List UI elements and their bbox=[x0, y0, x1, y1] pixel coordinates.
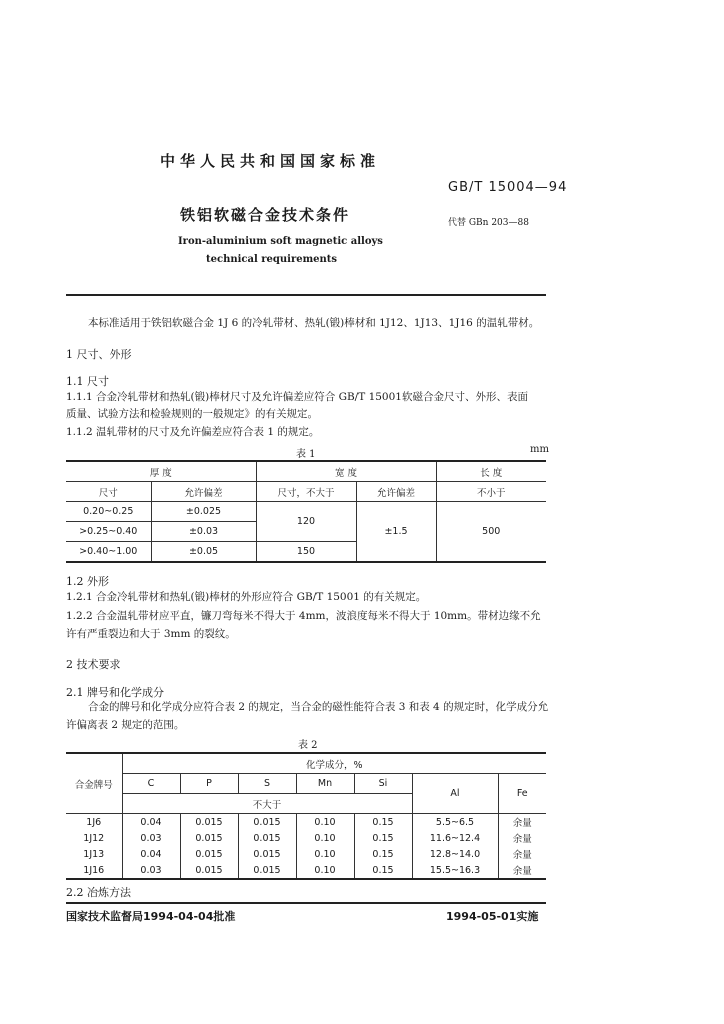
table1-header-thickness: 厚 度 bbox=[66, 461, 256, 482]
table2-col-c: C bbox=[122, 774, 180, 794]
table1-sub-width-size: 尺寸，不大于 bbox=[256, 482, 356, 502]
section-1-1-2: 1.1.2 温轧带材的尺寸及允许偏差应符合表 1 的规定。 bbox=[66, 426, 320, 438]
table2-cell: 0.015 bbox=[180, 830, 238, 846]
table2-cell: 余量 bbox=[512, 818, 532, 829]
table-row bbox=[66, 830, 546, 846]
table1-cell: >0.25~0.40 bbox=[66, 522, 151, 542]
table2-cell: 0.10 bbox=[296, 814, 354, 831]
english-title-line1: Iron-aluminium soft magnetic alloys bbox=[178, 236, 383, 247]
implementation-date: 1994-05-01实施 bbox=[446, 910, 539, 923]
table1-cell: ±0.05 bbox=[151, 542, 256, 563]
table2-cell: 0.015 bbox=[238, 846, 296, 862]
table1-sub-size: 尺寸 bbox=[66, 482, 151, 502]
table2-cell: 0.015 bbox=[238, 830, 296, 846]
scope-paragraph: 本标准适用于铁铝软磁合金 1J 6 的冷轧带材、热轧(锻)棒材和 1J12、1J13、1J16 的温轧带材。 bbox=[88, 317, 540, 329]
table2-cell: 0.015 bbox=[180, 814, 238, 831]
header-rule bbox=[66, 294, 546, 296]
table2-cell: 0.015 bbox=[180, 862, 238, 879]
section-1-2-2-line1: 1.2.2 合金温轧带材应平直，镰刀弯每米不得大于 4mm，波浪度每米不得大于 10mm。带材边缘不允 bbox=[66, 610, 541, 622]
table-row bbox=[66, 862, 546, 879]
table2-cell: 0.10 bbox=[296, 830, 354, 846]
table1-cell: 0.20~0.25 bbox=[66, 502, 151, 522]
replaces-note: 代替 GBn 203—88 bbox=[448, 218, 529, 228]
section-1-1-1-line2: 质量、试验方法和检验规则的一般规定》的有关规定。 bbox=[66, 408, 318, 420]
table2-col-si: Si bbox=[354, 774, 412, 794]
table1-header-width: 宽 度 bbox=[256, 461, 436, 482]
table2-cell: 0.04 bbox=[122, 846, 180, 862]
table2-col-p: P bbox=[180, 774, 238, 794]
table2-cell: 余量 bbox=[512, 850, 532, 861]
table-1 bbox=[66, 460, 546, 563]
table1-cell: 120 bbox=[256, 502, 356, 542]
table1-caption: 表 1 bbox=[296, 449, 316, 460]
table2-header-composition: 化学成分，% bbox=[122, 753, 546, 774]
table2-caption: 表 2 bbox=[298, 740, 318, 751]
section-1-2-2-line2: 许有严重裂边和大于 3mm 的裂纹。 bbox=[66, 628, 236, 640]
section-1-2-1: 1.2.1 合金冷轧带材和热轧(锻)棒材的外形应符合 GB/T 15001 的有关规定。 bbox=[66, 591, 427, 603]
table-row bbox=[66, 846, 546, 862]
table-row bbox=[66, 502, 546, 522]
table2-cell: 0.03 bbox=[122, 830, 180, 846]
table2-cell: 余量 bbox=[512, 834, 532, 845]
table1-header-length: 长 度 bbox=[480, 467, 503, 479]
table1-cell: 150 bbox=[256, 542, 356, 563]
table2-cell: 0.15 bbox=[354, 862, 412, 879]
table2-header-grade: 合金牌号 bbox=[66, 753, 122, 814]
approval-note: 国家技术监督局1994-04-04批准 bbox=[66, 910, 236, 923]
table2-cell: 0.10 bbox=[296, 846, 354, 862]
table2-cell: 1J6 bbox=[66, 814, 122, 831]
table-row bbox=[66, 774, 546, 794]
table2-cell: 5.5~6.5 bbox=[412, 814, 498, 831]
table2-cell: 余量 bbox=[512, 866, 532, 877]
section-2-heading: 2 技术要求 bbox=[66, 658, 121, 671]
table2-col-s: S bbox=[238, 774, 296, 794]
table1-cell: ±0.03 bbox=[151, 522, 256, 542]
standard-org: 中华人民共和国国家标准 bbox=[160, 152, 381, 170]
english-title-line2: technical requirements bbox=[206, 254, 338, 265]
table-row bbox=[66, 814, 546, 831]
footer-rule bbox=[66, 902, 546, 904]
table2-col-mn: Mn bbox=[296, 774, 354, 794]
table-2 bbox=[66, 752, 546, 880]
table2-cell: 1J12 bbox=[66, 830, 122, 846]
section-1-1-heading: 1.1 尺寸 bbox=[66, 375, 109, 388]
section-2-2-heading: 2.2 冶炼方法 bbox=[66, 886, 131, 899]
table2-cell: 0.03 bbox=[122, 862, 180, 879]
table2-cell: 0.15 bbox=[354, 814, 412, 831]
table2-cell: 0.15 bbox=[354, 830, 412, 846]
table2-cell: 11.6~12.4 bbox=[412, 830, 498, 846]
table1-sub-width-tolerance: 允许偏差 bbox=[356, 482, 436, 502]
section-2-1-line1: 合金的牌号和化学成分应符合表 2 的规定，当合金的磁性能符合表 3 和表 4 的规定时，化学成分允 bbox=[88, 701, 549, 713]
section-1-1-1-line1: 1.1.1 合金冷轧带材和热轧(锻)棒材尺寸及允许偏差应符合 GB/T 15001软磁合金尺寸、外形、表面 bbox=[66, 391, 528, 403]
document-title: 铁铝软磁合金技术条件 bbox=[180, 206, 351, 224]
section-1-2-heading: 1.2 外形 bbox=[66, 575, 109, 588]
table2-col-al: Al bbox=[412, 774, 498, 814]
table2-cell: 0.015 bbox=[238, 814, 296, 831]
table1-sub-tolerance: 允许偏差 bbox=[151, 482, 256, 502]
table2-col-fe: Fe bbox=[516, 788, 528, 799]
table1-sub-length: 不小于 bbox=[476, 487, 506, 499]
table2-cell: 1J16 bbox=[66, 862, 122, 879]
table1-cell: >0.40~1.00 bbox=[66, 542, 151, 563]
table-row bbox=[66, 753, 546, 774]
table2-cell: 0.10 bbox=[296, 862, 354, 879]
table2-not-more: 不大于 bbox=[122, 794, 412, 814]
section-2-1-heading: 2.1 牌号和化学成分 bbox=[66, 686, 164, 699]
table-row bbox=[66, 482, 546, 502]
table2-cell: 1J13 bbox=[66, 846, 122, 862]
table2-cell: 0.15 bbox=[354, 846, 412, 862]
table2-cell: 0.04 bbox=[122, 814, 180, 831]
table-row bbox=[66, 461, 546, 482]
section-2-1-line2: 许偏离表 2 规定的范围。 bbox=[66, 719, 185, 731]
standard-code: GB/T 15004—94 bbox=[448, 180, 568, 195]
table2-cell: 15.5~16.3 bbox=[412, 862, 498, 879]
table2-cell: 12.8~14.0 bbox=[412, 846, 498, 862]
table2-cell: 0.015 bbox=[238, 862, 296, 879]
table1-cell: 500 bbox=[482, 526, 501, 537]
table1-cell: ±1.5 bbox=[356, 502, 436, 563]
table2-cell: 0.015 bbox=[180, 846, 238, 862]
table1-cell: ±0.025 bbox=[151, 502, 256, 522]
table1-unit: mm bbox=[530, 444, 549, 455]
section-1-heading: 1 尺寸、外形 bbox=[66, 348, 132, 361]
